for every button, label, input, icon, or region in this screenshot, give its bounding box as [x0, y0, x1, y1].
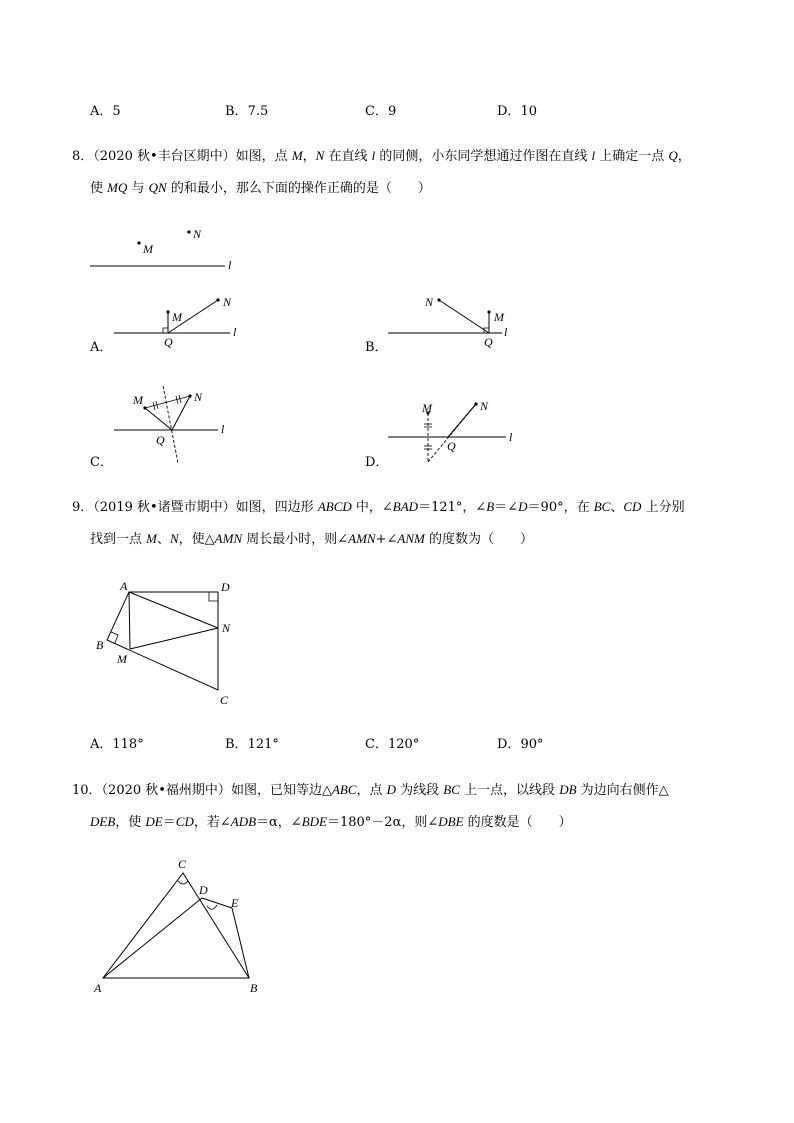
segment-mn: [145, 396, 190, 408]
segment-de: [202, 898, 232, 908]
stem-text: ，使△: [178, 532, 215, 547]
angle-arc-c: [178, 881, 188, 884]
option-label: B．: [225, 104, 248, 119]
stem-text: ，若∠: [193, 815, 231, 830]
segment-qn: [448, 404, 476, 437]
question-number: 8．: [72, 149, 94, 164]
var: ABC: [331, 782, 357, 797]
var: AMN: [348, 531, 376, 546]
var: DE: [145, 814, 163, 829]
var: AMN: [214, 531, 243, 546]
label-e: E: [231, 896, 239, 910]
var: ABCD: [317, 499, 352, 514]
label-n: N: [194, 390, 203, 404]
stem-text: ＝: [162, 815, 176, 830]
option-label: A．: [90, 737, 113, 752]
stem-text: 为线段: [396, 783, 444, 798]
label-l: l: [504, 325, 508, 339]
var: N: [315, 148, 325, 163]
point-n: [474, 402, 477, 405]
stem-text: ，: [302, 149, 316, 164]
segment-qn: [172, 396, 190, 430]
segment-nq: [439, 300, 489, 333]
option-label: C．: [365, 737, 388, 752]
var: BAD: [392, 499, 419, 514]
label-n: N: [222, 621, 231, 635]
var: DB: [559, 782, 577, 797]
segment-eb: [232, 908, 249, 978]
point-n: [187, 230, 190, 233]
var: N: [170, 531, 179, 546]
label-d: D: [199, 883, 208, 897]
label-n: N: [223, 295, 232, 309]
label-q: Q: [156, 433, 165, 447]
point-m: [143, 406, 146, 409]
stem-text: 的和最小，那么下面的操作正确的是（ ）: [166, 181, 431, 196]
stem-text: ＝180°－2α，则∠: [326, 815, 439, 830]
q10-stem-line1: [72, 782, 669, 799]
question-source: （2019 秋•诸暨市期中）: [93, 500, 236, 515]
option-text: 9: [387, 104, 397, 119]
label-n: N: [193, 227, 202, 241]
var: CD: [623, 499, 642, 514]
var: ADB: [230, 814, 257, 829]
question-source: （2020 秋•福州期中）: [101, 783, 231, 798]
var: Q: [668, 148, 678, 163]
q9-stem-line2: [90, 531, 533, 548]
var: B: [486, 499, 495, 514]
label-m: M: [117, 652, 127, 666]
stem-text: 上确定一点: [595, 149, 669, 164]
stem-text: 周长最小时，则∠: [242, 532, 349, 547]
stem-text: 在直线: [324, 149, 372, 164]
point-n: [188, 394, 191, 397]
label-m: M: [143, 242, 153, 256]
segment-an: [129, 592, 218, 628]
right-angle-mark: [163, 328, 168, 333]
stem-text: 上一点，以线段: [459, 783, 560, 798]
label-b: B: [250, 981, 258, 995]
q8-option-b: B．: [365, 340, 388, 355]
stem-text: ，使: [115, 815, 146, 830]
q9-option-a: [90, 737, 144, 753]
var: QN: [148, 180, 167, 195]
label-a: A: [120, 579, 128, 593]
var: BDE: [301, 814, 327, 829]
q10-stem-line2: [90, 814, 572, 831]
var: D: [386, 782, 397, 797]
label-q: Q: [484, 335, 493, 349]
segment-ad: [103, 898, 202, 978]
stem-text: ，点: [356, 783, 387, 798]
var: MQ: [107, 180, 128, 195]
option-text: 90°: [520, 737, 544, 752]
var: DEB: [90, 814, 116, 829]
option-text: 10: [520, 104, 537, 119]
stem-text: ，: [677, 149, 691, 164]
stem-text: 的度数是（ ）: [463, 815, 572, 830]
option-text: 7.5: [247, 104, 269, 119]
stem-text: 如图，点: [235, 149, 292, 164]
label-c: C: [220, 693, 229, 707]
stem-text: 、: [610, 500, 624, 515]
label-q: Q: [164, 335, 173, 349]
var: M: [291, 148, 303, 163]
question-source: （2020 秋•丰台区期中）: [93, 149, 236, 164]
stem-text: 的同侧，小东同学想通过作图在直线: [375, 149, 592, 164]
stem-text: 如图，已知等边△: [230, 783, 332, 798]
var: DBE: [438, 814, 464, 829]
point-n: [216, 298, 219, 301]
option-label: D．: [497, 104, 521, 119]
q8-option-c: C．: [90, 455, 113, 470]
label-n: N: [480, 399, 489, 413]
equilateral-triangle-abc: [103, 873, 249, 978]
stem-text: 使: [90, 181, 108, 196]
label-m: M: [422, 401, 432, 415]
point-n: [437, 298, 440, 301]
var: l: [591, 148, 596, 163]
label-b: B: [96, 638, 104, 652]
var: l: [371, 148, 376, 163]
option-label: A．: [90, 104, 113, 119]
stem-text: 为边向右侧作△: [576, 783, 669, 798]
label-c: C: [178, 857, 187, 871]
stem-text: +∠: [375, 532, 398, 547]
q9-stem-line1: [72, 499, 685, 516]
label-l: l: [233, 325, 237, 339]
stem-text: 与: [127, 181, 149, 196]
point-m: [166, 310, 169, 313]
label-l: l: [509, 430, 513, 444]
q8-option-d: D．: [365, 455, 389, 470]
angle-arc-d: [207, 905, 217, 909]
option-text: 121°: [247, 737, 279, 752]
point-m: [487, 310, 490, 313]
var: ANM: [397, 531, 425, 546]
label-n: N: [425, 295, 434, 309]
label-l: l: [228, 258, 232, 272]
q9-option-c: [365, 737, 419, 753]
option-label: C．: [365, 104, 388, 119]
option-text: 118°: [112, 737, 144, 752]
stem-text: 中，∠: [351, 500, 393, 515]
var: CD: [175, 814, 194, 829]
stem-text: 的度数为（ ）: [424, 532, 533, 547]
stem-text: 上分别: [641, 500, 685, 515]
label-m: M: [172, 310, 182, 324]
option-label: B．: [225, 737, 248, 752]
point-m: [137, 241, 140, 244]
option-label: D．: [497, 737, 521, 752]
stem-text: ＝∠: [494, 500, 519, 515]
label-m: M: [494, 310, 504, 324]
segment-am: [129, 592, 130, 649]
q9-option-d: [497, 737, 543, 753]
label-l: l: [221, 422, 225, 436]
stem-text: ＝121°，∠: [418, 500, 487, 515]
question-number: 10．: [72, 783, 102, 798]
stem-text: 、: [156, 532, 170, 547]
stem-text: 如图，四边形: [235, 500, 318, 515]
right-angle-mark-d: [209, 592, 218, 601]
var: D: [518, 499, 528, 514]
var: BC: [593, 499, 611, 514]
var: M: [146, 531, 157, 546]
var: BC: [443, 782, 460, 797]
right-angle-mark-b: [111, 632, 118, 643]
stem-text: 找到一点: [90, 532, 147, 547]
label-a: A: [94, 981, 102, 995]
option-text: 5: [112, 104, 121, 119]
q9-option-b: [225, 737, 279, 753]
label-m: M: [133, 393, 143, 407]
option-text: 120°: [387, 737, 420, 752]
stem-text: ＝α，∠: [256, 815, 302, 830]
segment-mn: [130, 628, 218, 649]
q8-option-a: A．: [90, 340, 113, 355]
label-q: Q: [447, 439, 456, 453]
stem-text: ＝90°，在: [527, 500, 594, 515]
question-number: 9．: [72, 500, 94, 515]
label-d: D: [221, 580, 230, 594]
